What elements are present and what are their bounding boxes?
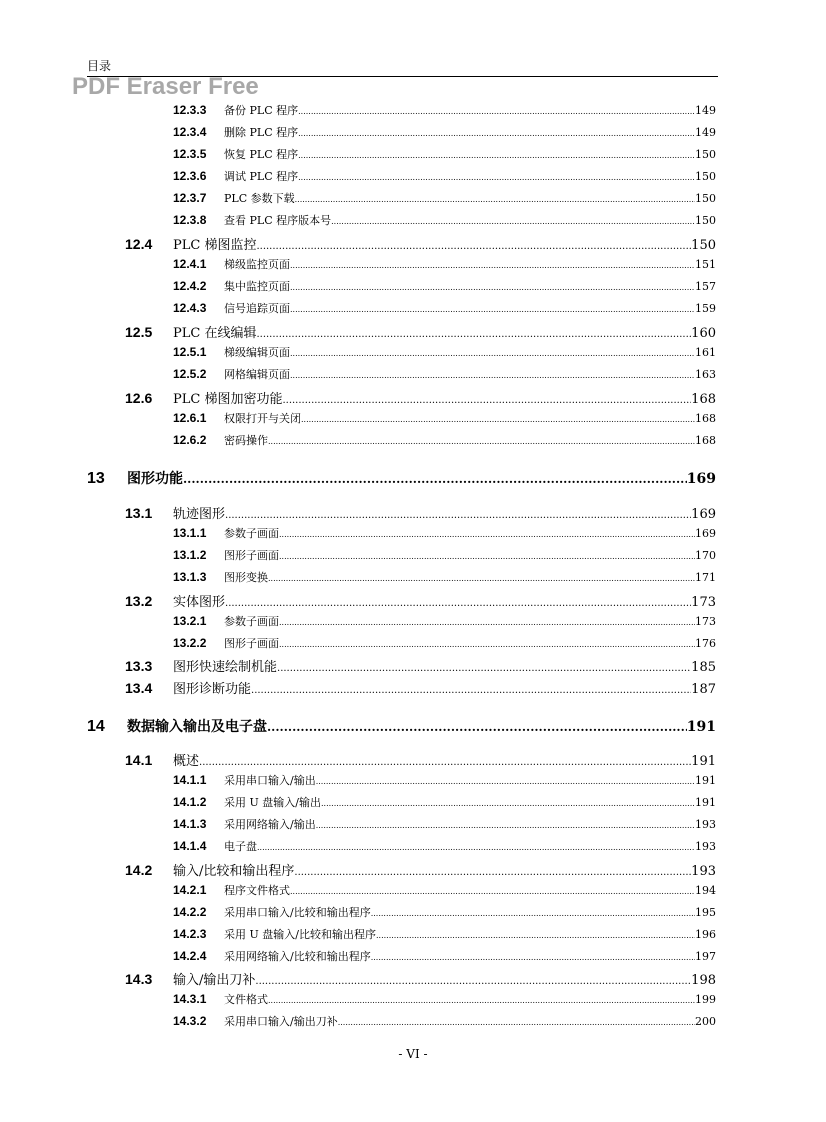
- toc-dot-leader: [268, 574, 695, 583]
- toc-entry-title: 采用 U 盘输入/输出: [224, 796, 321, 809]
- toc-entry-level-2[interactable]: [125, 591, 716, 610]
- toc-entry-title: 梯级监控页面: [224, 258, 290, 271]
- toc-entry-title: PLC 在线编辑: [173, 326, 257, 341]
- toc-entry-page: 197: [695, 950, 716, 963]
- toc-entry-number: 12.3.6: [173, 169, 207, 183]
- toc-entry-title: 权限打开与关闭: [224, 412, 301, 425]
- toc-entry-level-3[interactable]: [173, 926, 716, 942]
- toc-entry-level-3[interactable]: [173, 212, 716, 228]
- toc-entry-level-2[interactable]: [125, 388, 716, 407]
- toc-entry-level-3[interactable]: [173, 432, 716, 448]
- toc-dot-leader: [290, 305, 695, 314]
- toc-entry-page: 149: [695, 126, 716, 139]
- toc-entry-page: 193: [695, 840, 716, 853]
- toc-entry-title: 备份 PLC 程序: [224, 104, 299, 117]
- toc-entry-level-3[interactable]: [173, 816, 716, 832]
- toc-entry-page: 161: [695, 346, 716, 359]
- toc-entry-title: 密码操作: [224, 434, 268, 447]
- toc-entry-level-3[interactable]: [173, 794, 716, 810]
- toc-dot-leader: [267, 720, 687, 734]
- toc-dot-leader: [321, 799, 695, 808]
- toc-entry-title: 数据输入输出及电子盘: [127, 719, 267, 735]
- toc-entry-level-3[interactable]: [173, 124, 716, 140]
- toc-entry-page: 199: [695, 993, 716, 1006]
- toc-entry-number: 12.4.1: [173, 257, 207, 271]
- toc-entry-page: 193: [695, 818, 716, 831]
- toc-dot-leader: [298, 129, 695, 138]
- toc-entry-page: 191: [691, 754, 716, 769]
- toc-entry-number: 12.3.5: [173, 147, 207, 161]
- toc-entry-number: 14.3: [125, 971, 153, 987]
- toc-entry-number: 13.4: [125, 680, 153, 696]
- toc-entry-number: 12.3.3: [173, 103, 207, 117]
- toc-entry-page: 185: [691, 660, 716, 675]
- toc-dot-leader: [257, 843, 695, 852]
- toc-entry-title: 参数子画面: [224, 527, 279, 540]
- toc-entry-title: 图形功能: [127, 471, 183, 487]
- toc-entry-level-3[interactable]: [173, 904, 716, 920]
- toc-entry-page: 194: [695, 884, 716, 897]
- toc-entry-title: 程序文件格式: [224, 884, 290, 897]
- toc-entry-level-1[interactable]: [87, 468, 716, 488]
- toc-entry-title: PLC 梯图加密功能: [173, 392, 283, 407]
- toc-dot-leader: [338, 1018, 695, 1027]
- toc-dot-leader: [316, 777, 695, 786]
- toc-dot-leader: [255, 976, 691, 987]
- toc-entry-number: 13.1.1: [173, 526, 207, 540]
- toc-dot-leader: [298, 173, 695, 182]
- toc-entry-level-3[interactable]: [173, 102, 716, 118]
- toc-dot-leader: [277, 663, 691, 674]
- toc-entry-number: 12.4.3: [173, 301, 207, 315]
- toc-entry-page: 191: [686, 719, 716, 735]
- toc-entry-title: 采用串口输入/输出刀补: [224, 1015, 338, 1028]
- toc-dot-leader: [256, 241, 691, 252]
- toc-entry-number: 12.3.7: [173, 191, 207, 205]
- toc-entry-number: 14.3.1: [173, 992, 207, 1006]
- toc-dot-leader: [279, 640, 695, 649]
- toc-dot-leader: [199, 757, 691, 768]
- toc-dot-leader: [183, 472, 687, 486]
- toc-dot-leader: [371, 953, 695, 962]
- toc-entry-page: 200: [695, 1015, 716, 1028]
- toc-entry-number: 14: [87, 718, 105, 735]
- toc-entry-number: 13: [87, 470, 105, 487]
- toc-entry-number: 13.1: [125, 505, 153, 521]
- toc-entry-number: 14.3.2: [173, 1014, 207, 1028]
- toc-entry-number: 14.1.4: [173, 839, 207, 853]
- toc-dot-leader: [290, 371, 695, 380]
- toc-dot-leader: [256, 329, 691, 340]
- toc-entry-page: 169: [691, 507, 716, 522]
- toc-entry-number: 12.4: [125, 236, 153, 252]
- toc-entry-page: 168: [695, 412, 716, 425]
- toc-dot-leader: [279, 552, 695, 561]
- toc-entry-title: 电子盘: [224, 840, 257, 853]
- toc-entry-title: PLC 参数下载: [224, 192, 295, 205]
- toc-entry-page: 191: [695, 774, 716, 787]
- toc-entry-level-3[interactable]: [173, 1013, 716, 1029]
- toc-dot-leader: [225, 598, 691, 609]
- toc-entry-page: 173: [695, 615, 716, 628]
- toc-entry-page: 173: [691, 595, 716, 610]
- toc-dot-leader: [251, 685, 691, 696]
- toc-entry-page: 160: [691, 326, 716, 341]
- toc-entry-level-2[interactable]: [125, 969, 716, 988]
- toc-entry-number: 12.3.4: [173, 125, 207, 139]
- toc-entry-number: 12.3.8: [173, 213, 207, 227]
- toc-entry-title: PLC 梯图监控: [173, 238, 257, 253]
- toc-entry-page: 150: [695, 214, 716, 227]
- toc-entry-number: 14.1.1: [173, 773, 207, 787]
- toc-dot-leader: [290, 887, 695, 896]
- toc-entry-title: 梯级编辑页面: [224, 346, 290, 359]
- toc-entry-page: 150: [695, 148, 716, 161]
- toc-entry-title: 采用串口输入/比较和输出程序: [224, 906, 371, 919]
- toc-entry-title: 采用网络输入/输出: [224, 818, 316, 831]
- toc-dot-leader: [290, 283, 695, 292]
- toc-entry-title: 文件格式: [224, 993, 268, 1006]
- toc-entry-title: 采用串口输入/输出: [224, 774, 316, 787]
- toc-entry-page: 149: [695, 104, 716, 117]
- toc-entry-title: 概述: [173, 754, 200, 769]
- toc-entry-level-2[interactable]: [125, 860, 716, 879]
- toc-entry-level-3[interactable]: [173, 344, 716, 360]
- toc-entry-title: 采用网络输入/比较和输出程序: [224, 950, 371, 963]
- toc-entry-level-3[interactable]: [173, 300, 716, 316]
- toc-entry-title: 删除 PLC 程序: [224, 126, 299, 139]
- toc-entry-page: 157: [695, 280, 716, 293]
- toc-entry-page: 150: [691, 238, 716, 253]
- toc-entry-level-3[interactable]: [173, 948, 716, 964]
- toc-dot-leader: [298, 107, 695, 116]
- toc-entry-level-3[interactable]: [173, 991, 716, 1007]
- toc-entry-level-2[interactable]: [125, 234, 716, 253]
- toc-entry-number: 13.3: [125, 658, 153, 674]
- toc-entry-number: 13.1.2: [173, 548, 207, 562]
- toc-entry-page: 163: [695, 368, 716, 381]
- toc-entry-number: 14.2.2: [173, 905, 207, 919]
- toc-entry-level-3[interactable]: [173, 366, 716, 382]
- toc-entry-number: 14.2.1: [173, 883, 207, 897]
- toc-entry-number: 12.5: [125, 324, 153, 340]
- toc-entry-title: 输入/比较和输出程序: [173, 864, 295, 879]
- toc-entry-page: 159: [695, 302, 716, 315]
- toc-dot-leader: [225, 510, 691, 521]
- toc-entry-page: 195: [695, 906, 716, 919]
- toc-entry-title: 信号追踪页面: [224, 302, 290, 315]
- toc-entry-page: 150: [695, 192, 716, 205]
- toc-entry-level-3[interactable]: [173, 256, 716, 272]
- toc-entry-page: 198: [691, 973, 716, 988]
- toc-entry-page: 170: [695, 549, 716, 562]
- toc-entry-number: 14.1.2: [173, 795, 207, 809]
- toc-entry-level-3[interactable]: [173, 772, 716, 788]
- toc-entry-page: 169: [686, 471, 716, 487]
- toc-entry-number: 13.2: [125, 593, 153, 609]
- toc-dot-leader: [298, 151, 695, 160]
- toc-dot-leader: [376, 931, 695, 940]
- toc-entry-page: 193: [691, 864, 716, 879]
- toc-entry-page: 151: [695, 258, 716, 271]
- toc-entry-level-2[interactable]: [125, 678, 716, 697]
- toc-entry-title: 实体图形: [173, 595, 226, 610]
- toc-dot-leader: [331, 217, 695, 226]
- toc-dot-leader: [294, 867, 691, 878]
- toc-entry-title: 图形子画面: [224, 549, 279, 562]
- toc-entry-level-3[interactable]: [173, 410, 716, 426]
- toc-entry-page: 168: [695, 434, 716, 447]
- toc-entry-title: 输入/输出刀补: [173, 973, 256, 988]
- toc-dot-leader: [268, 437, 695, 446]
- toc-entry-level-3[interactable]: [173, 146, 716, 162]
- toc-entry-level-1[interactable]: [87, 716, 716, 736]
- toc-dot-leader: [290, 261, 695, 270]
- page-number: - VI -: [398, 1047, 428, 1061]
- toc-entry-number: 13.1.3: [173, 570, 207, 584]
- toc-dot-leader: [295, 195, 695, 204]
- toc-entry-title: 查看 PLC 程序版本号: [224, 214, 332, 227]
- toc-entry-level-3[interactable]: [173, 882, 716, 898]
- toc-entry-page: 169: [695, 527, 716, 540]
- toc-dot-leader: [371, 909, 695, 918]
- toc-entry-page: 150: [695, 170, 716, 183]
- toc-entry-level-3[interactable]: [173, 569, 716, 585]
- toc-entry-number: 13.2.2: [173, 636, 207, 650]
- toc-entry-title: 采用 U 盘输入/比较和输出程序: [224, 928, 376, 941]
- toc-entry-level-2[interactable]: [125, 503, 716, 522]
- toc-entry-level-3[interactable]: [173, 278, 716, 294]
- toc-entry-number: 14.2.4: [173, 949, 207, 963]
- toc-entry-title: 轨迹图形: [173, 507, 226, 522]
- toc-entry-title: 图形变换: [224, 571, 268, 584]
- toc-entry-number: 12.6: [125, 390, 153, 406]
- toc-entry-number: 12.5.2: [173, 367, 207, 381]
- toc-entry-number: 12.6.2: [173, 433, 207, 447]
- toc-entry-page: 171: [695, 571, 716, 584]
- toc-dot-leader: [279, 618, 695, 627]
- toc-dot-leader: [268, 996, 695, 1005]
- toc-entry-title: 图形诊断功能: [173, 682, 252, 697]
- toc-entry-page: 191: [695, 796, 716, 809]
- toc-dot-leader: [290, 349, 695, 358]
- toc-entry-level-2[interactable]: [125, 750, 716, 769]
- toc-entry-number: 14.1: [125, 752, 153, 768]
- toc-dot-leader: [282, 395, 691, 406]
- toc-entry-title: 参数子画面: [224, 615, 279, 628]
- toc-entry-number: 12.6.1: [173, 411, 207, 425]
- toc-entry-page: 187: [691, 682, 716, 697]
- toc-entry-page: 168: [691, 392, 716, 407]
- toc-entry-title: 图形子画面: [224, 637, 279, 650]
- toc-entry-page: 196: [695, 928, 716, 941]
- toc-entry-page: 176: [695, 637, 716, 650]
- toc-entry-level-3[interactable]: [173, 613, 716, 629]
- toc-entry-level-2[interactable]: [125, 322, 716, 341]
- toc-entry-level-3[interactable]: [173, 547, 716, 563]
- toc-entry-title: 集中监控页面: [224, 280, 290, 293]
- toc-dot-leader: [279, 530, 695, 539]
- toc-entry-level-3[interactable]: [173, 525, 716, 541]
- toc-entry-number: 12.5.1: [173, 345, 207, 359]
- toc-entry-level-3[interactable]: [173, 838, 716, 854]
- toc-entry-level-3[interactable]: [173, 168, 716, 184]
- toc-entry-level-3[interactable]: [173, 190, 716, 206]
- toc-entry-number: 14.1.3: [173, 817, 207, 831]
- toc-entry-number: 12.4.2: [173, 279, 207, 293]
- toc-entry-number: 13.2.1: [173, 614, 207, 628]
- toc-entry-level-2[interactable]: [125, 656, 716, 675]
- toc-entry-title: 恢复 PLC 程序: [224, 148, 299, 161]
- page-header-label: 目录: [87, 59, 112, 73]
- toc-entry-level-3[interactable]: [173, 635, 716, 651]
- toc-entry-number: 14.2.3: [173, 927, 207, 941]
- toc-entry-title: 图形快速绘制机能: [173, 660, 278, 675]
- watermark: PDF Eraser Free: [72, 73, 259, 100]
- toc-entry-title: 网格编辑页面: [224, 368, 290, 381]
- toc-entry-number: 14.2: [125, 862, 153, 878]
- toc-entry-title: 调试 PLC 程序: [224, 170, 299, 183]
- toc-dot-leader: [316, 821, 695, 830]
- toc-dot-leader: [301, 415, 695, 424]
